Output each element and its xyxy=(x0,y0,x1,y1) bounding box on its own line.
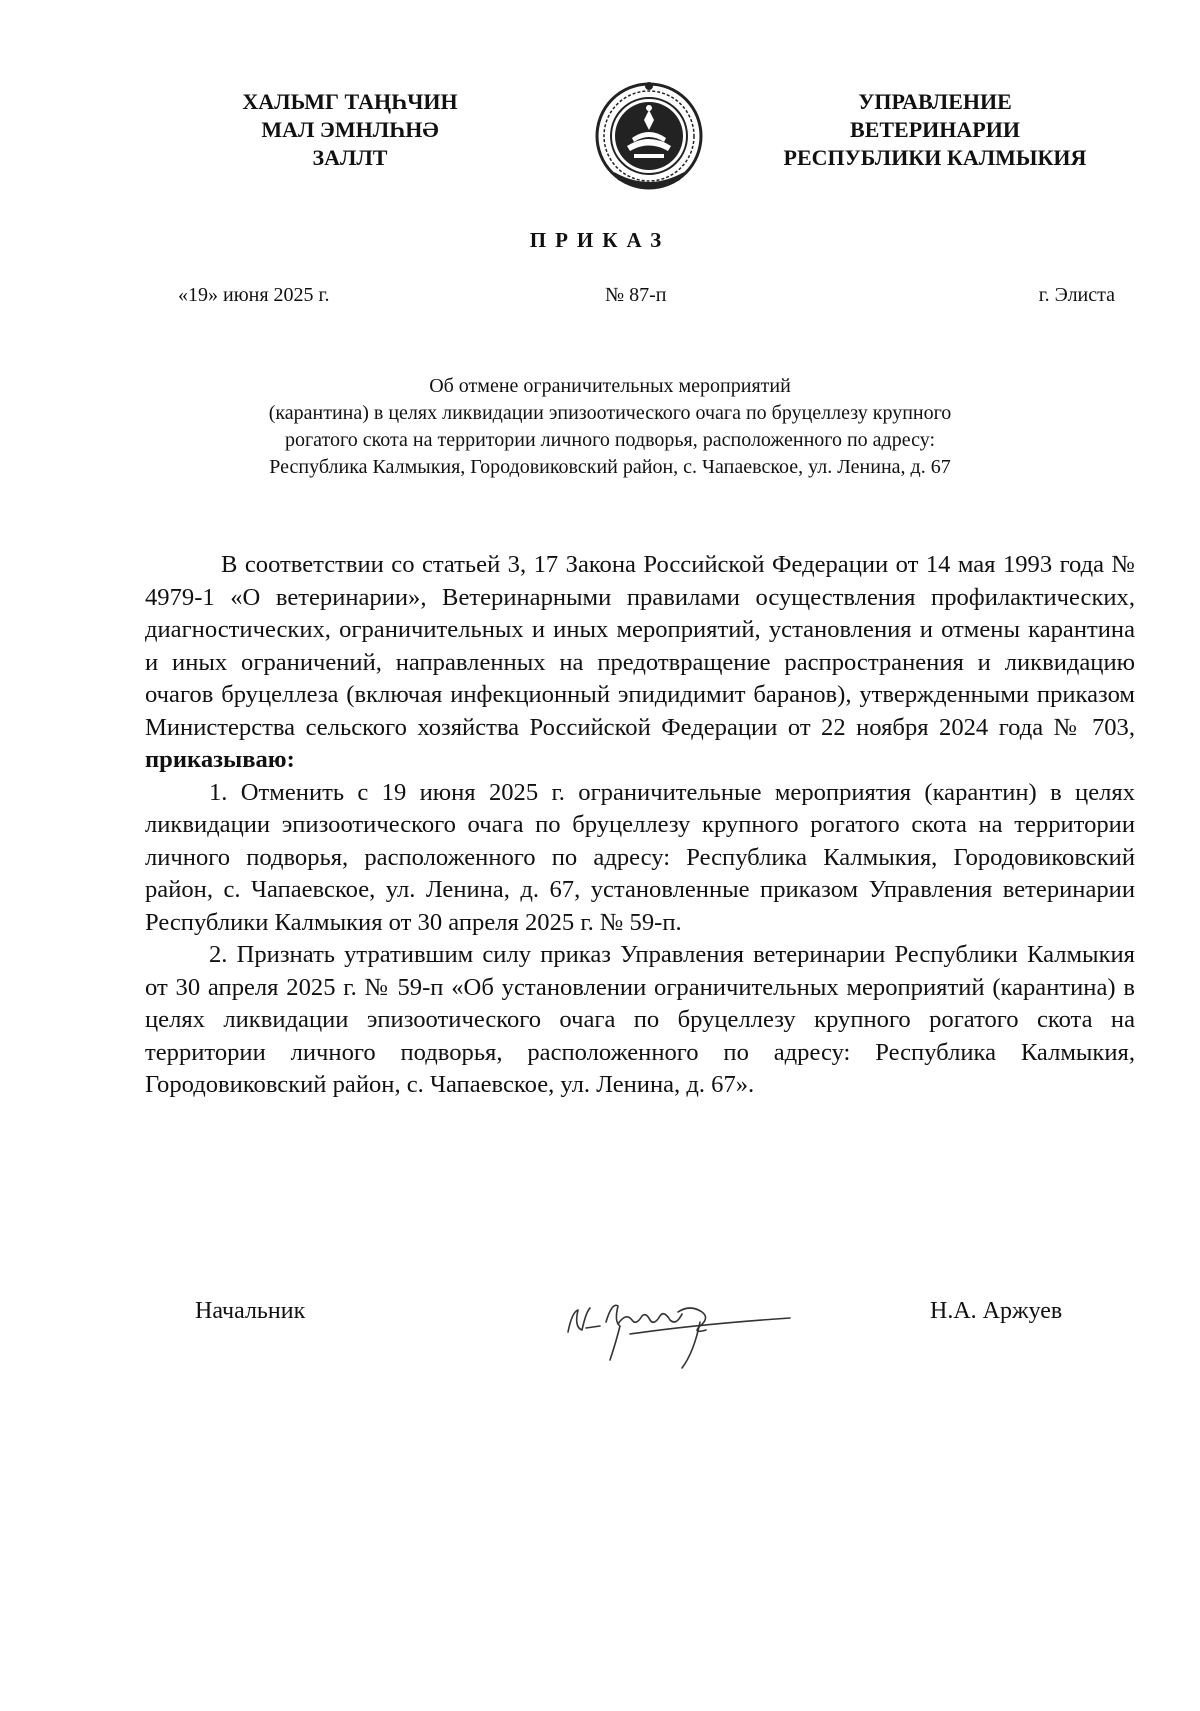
preamble-paragraph xyxy=(145,549,1135,777)
kalmykia-coat-of-arms-icon xyxy=(592,80,707,192)
subject-line: Об отмене ограничительных мероприятий xyxy=(429,375,791,397)
command-word: приказываю: xyxy=(145,746,295,773)
subject-line: Республика Калмыкия, Городовиковский район, с. Чапаевское, ул. Ленина, д. 67 xyxy=(269,456,951,478)
signatory-name: Н.А. Аржуев xyxy=(930,1298,1063,1324)
document-subject xyxy=(150,373,1070,481)
header-russian-line: ВЕТЕРИНАРИИ xyxy=(850,117,1020,142)
signatory-position: Начальник xyxy=(195,1298,306,1324)
subject-line: рогатого скота на территории личного подворья, расположенного по адресу: xyxy=(284,429,936,451)
preamble-text: В соответствии со статьей 3, 17 Закона Российской Федерации от 14 мая 1993 года № 4979-1 «О ветеринарии», Ветеринарными правилами осуществления профилактических, диагностических, ограничительных и иных мероприятий, установления и отмены карантина и иных ограничений, направленных на предотвращение распространения и ликвидацию очагов бруцеллеза (включая инфекционный эпидидимит баранов), утвержденными приказом Министерства сельского хозяйства Российской Федерации от 22 ноября 2024 года № 703, xyxy=(145,551,1135,741)
header-kalmyk-line: ЗАЛЛТ xyxy=(312,145,388,170)
document-date: «19» июня 2025 г. xyxy=(178,284,330,306)
document-city: г. Элиста xyxy=(1038,284,1115,306)
header-kalmyk-line: ХАЛЬМГ ТАҢҺЧИН xyxy=(242,89,458,114)
order-item-1: 1. Отменить с 19 июня 2025 г. ограничительные мероприятия (карантин) в целях ликвидации эпизоотического очага по бруцеллезу крупного рогатого скота на территории личного подворья, расположенного по адресу: Республика Калмыкия, Городовиковский район, с. Чапаевское, ул. Ленина, д. 67, установленные приказом Управления ветеринарии Республики Калмыкия от 30 апреля 2025 г. № 59-п. xyxy=(145,778,1135,936)
header-kalmyk-line: МАЛ ЭМНЛҺНӘ xyxy=(261,117,439,142)
header-russian-line: РЕСПУБЛИКИ КАЛМЫКИЯ xyxy=(783,145,1087,170)
header-russian xyxy=(755,88,1115,172)
header-kalmyk xyxy=(210,88,490,172)
order-item-2: 2. Признать утратившим силу приказ Управления ветеринарии Республики Калмыкия от 30 апреля 2025 г. № 59-п «Об установлении ограничительных мероприятий (карантина) в целях ликвидации эпизоотического очага по бруцеллезу крупного рогатого скота на территории личного подворья, расположенного по адресу: Республика Калмыкия, Городовиковский район, с. Чапаевское, ул. Ленина, д. 67». xyxy=(145,941,1135,1098)
document-title: ПРИКАЗ xyxy=(529,228,671,252)
handwritten-signature-icon xyxy=(560,1282,805,1372)
document-number: № 87-п xyxy=(605,284,667,306)
header-russian-line: УПРАВЛЕНИЕ xyxy=(858,89,1012,114)
subject-line: (карантина) в целях ликвидации эпизоотического очага по бруцеллезу крупного xyxy=(268,402,952,424)
document-body xyxy=(145,549,1135,1102)
